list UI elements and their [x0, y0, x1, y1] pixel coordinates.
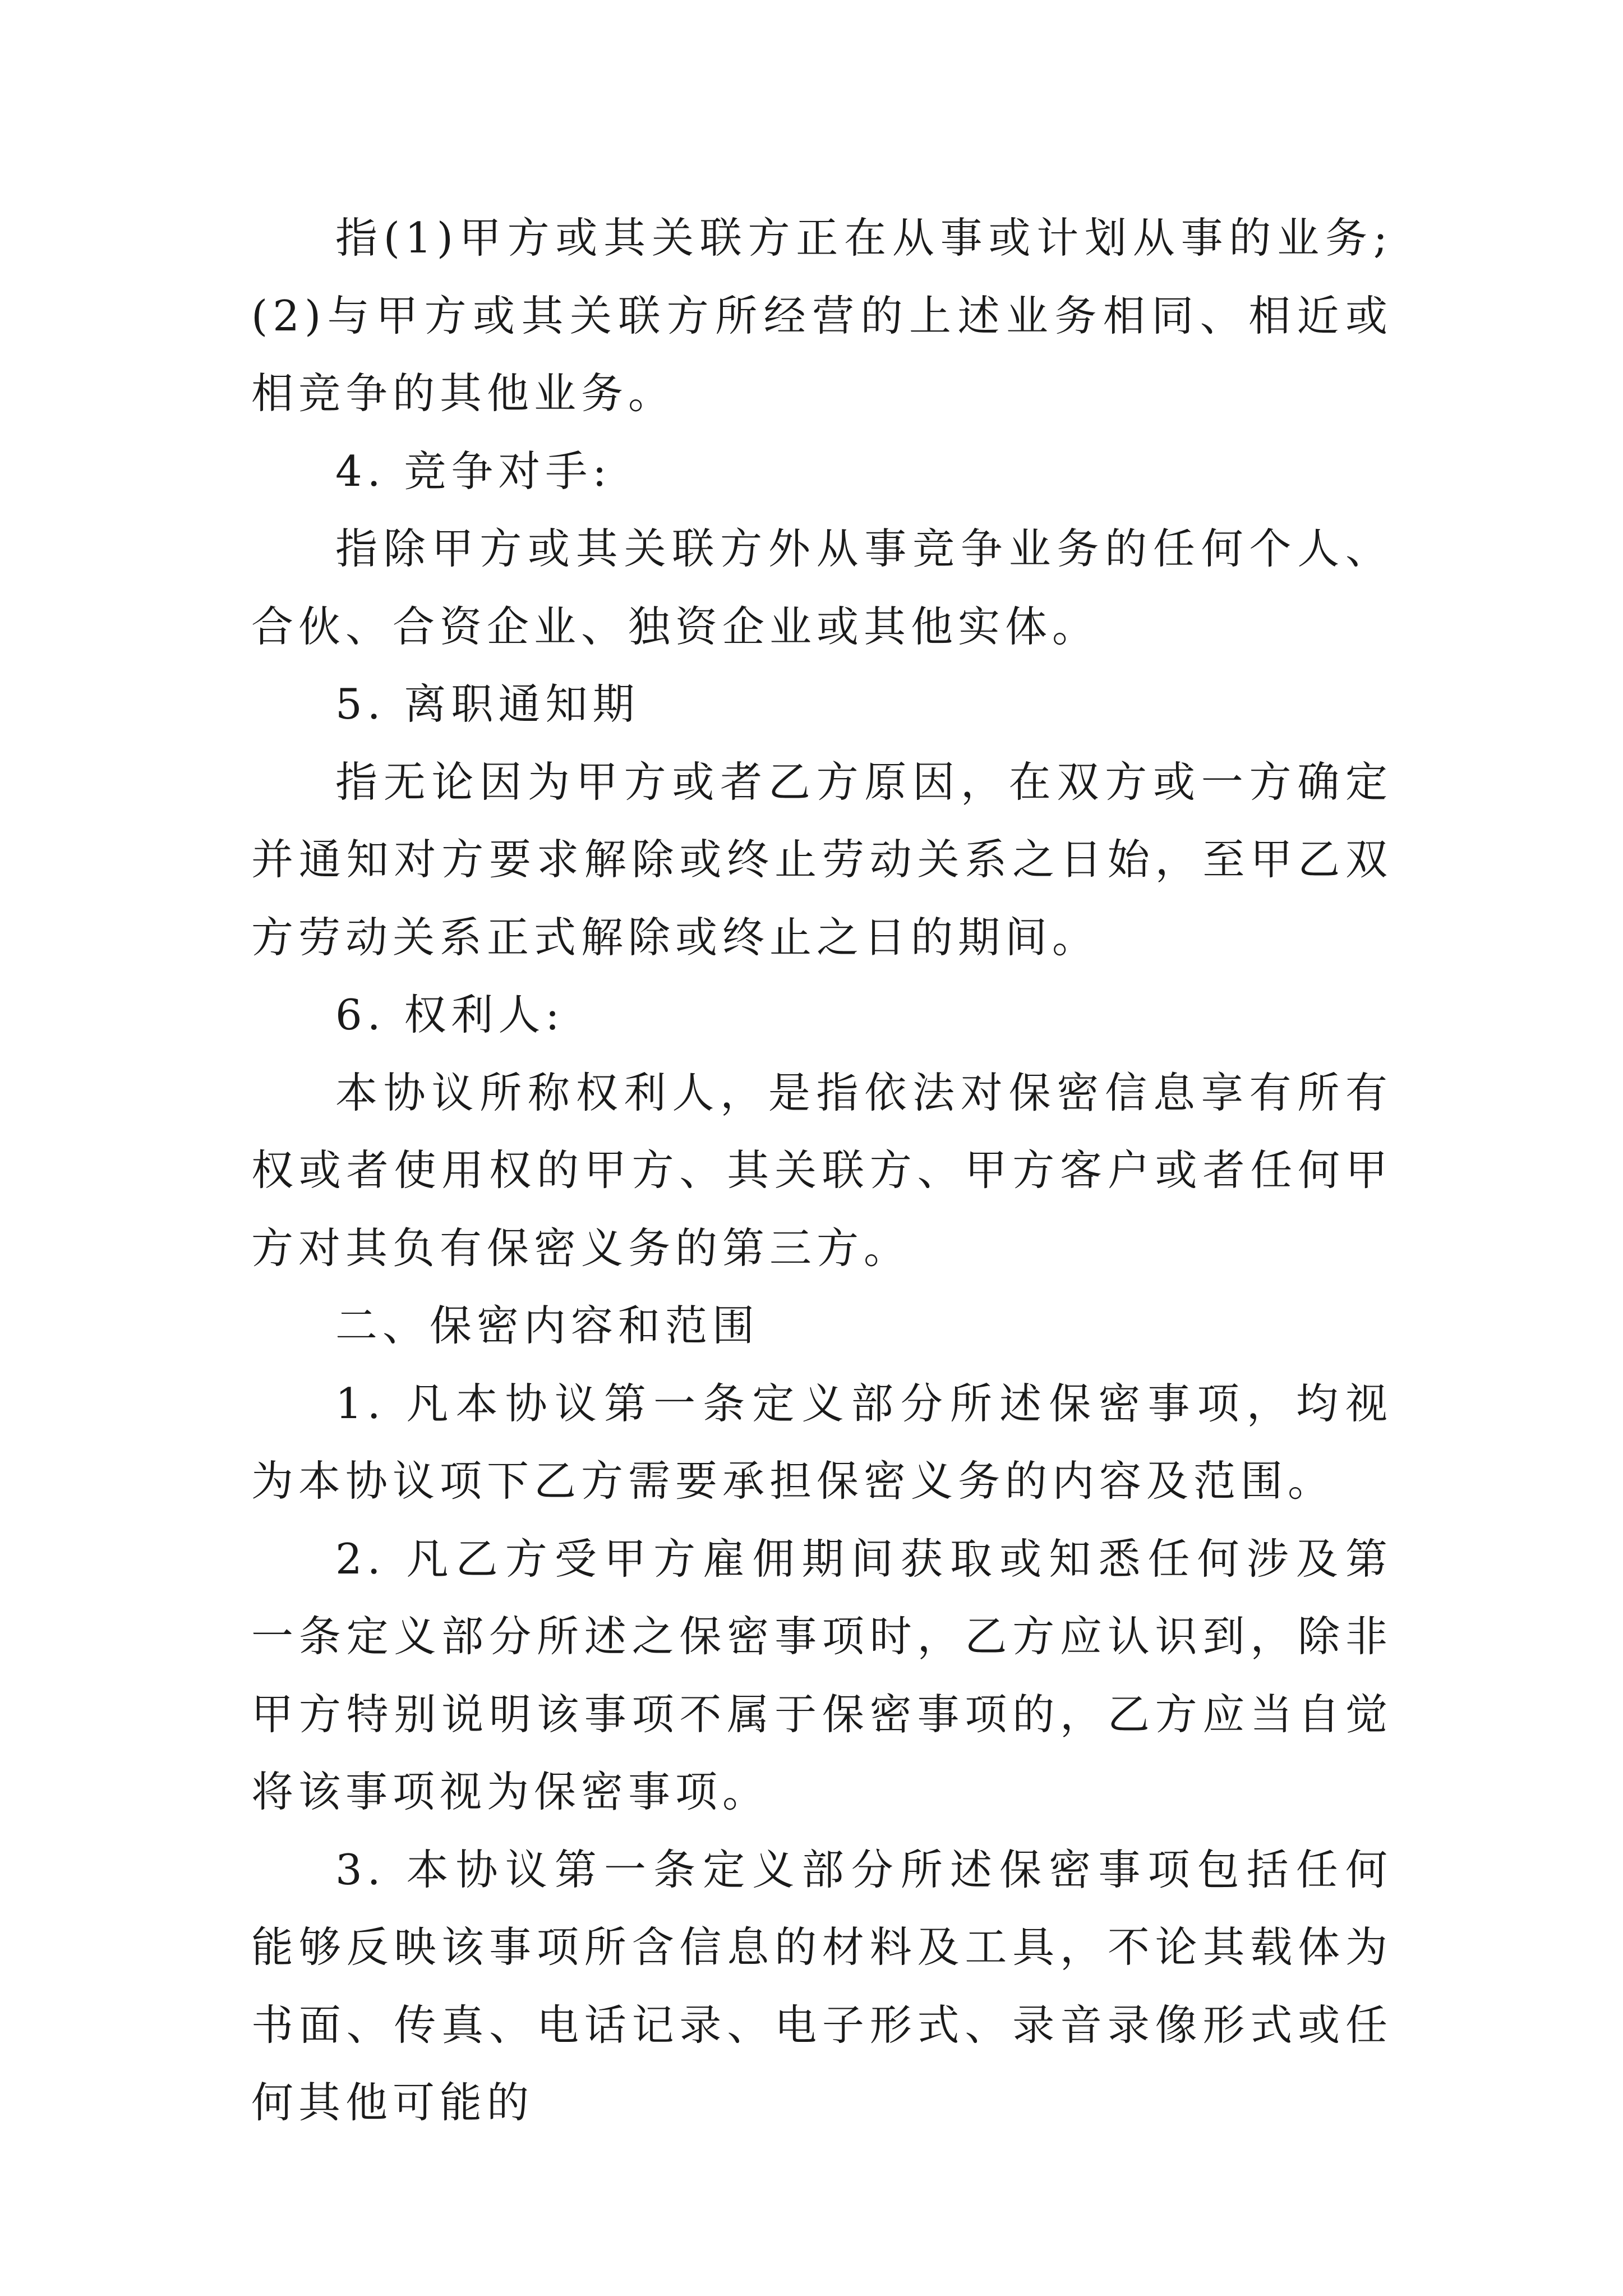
- heading-right-holder: 6. 权利人:: [335, 990, 565, 1039]
- paragraph-competitor-definition: 指除甲方或其关联方外从事竞争业务的任何个人、合伙、合资企业、独资企业或其他实体。: [251, 524, 1393, 651]
- heading-competitor: 4. 竞争对手:: [335, 446, 612, 496]
- paragraph-right-holder-definition: 本协议所称权利人，是指依法对保密信息享有所有权或者使用权的甲方、其关联方、甲方客户或者任何甲方对其负有保密义务的第三方。: [251, 1068, 1393, 1273]
- paragraph-resignation-notice-definition: 指无论因为甲方或者乙方原因，在双方或一方确定并通知对方要求解除或终止劳动关系之日始，至甲乙双方劳动关系正式解除或终止之日的期间。: [251, 757, 1393, 962]
- section-heading-confidential-scope: 二、保密内容和范围: [335, 1301, 760, 1350]
- paragraph-business-definition: 指(1)甲方或其关联方正在从事或计划从事的业务;(2)与甲方或其关联方所经营的上述业务相同、相近或相竞争的其他业务。: [251, 213, 1393, 418]
- clause-scope-3: 3. 本协议第一条定义部分所述保密事项包括任何能够反映该事项所含信息的材料及工具，不论其载体为书面、传真、电话记录、电子形式、录音录像形式或任何其他可能的: [251, 1844, 1393, 2127]
- clause-scope-2: 2. 凡乙方受甲方雇佣期间获取或知悉任何涉及第一条定义部分所述之保密事项时，乙方应认识到，除非甲方特别说明该事项不属于保密事项的，乙方应当自觉将该事项视为保密事项。: [251, 1534, 1393, 1816]
- document-body: [251, 199, 1393, 2142]
- clause-scope-1: 1. 凡本协议第一条定义部分所述保密事项，均视为本协议项下乙方需要承担保密义务的内容及范围。: [251, 1378, 1393, 1506]
- heading-resignation-notice-period: 5. 离职通知期: [335, 679, 640, 729]
